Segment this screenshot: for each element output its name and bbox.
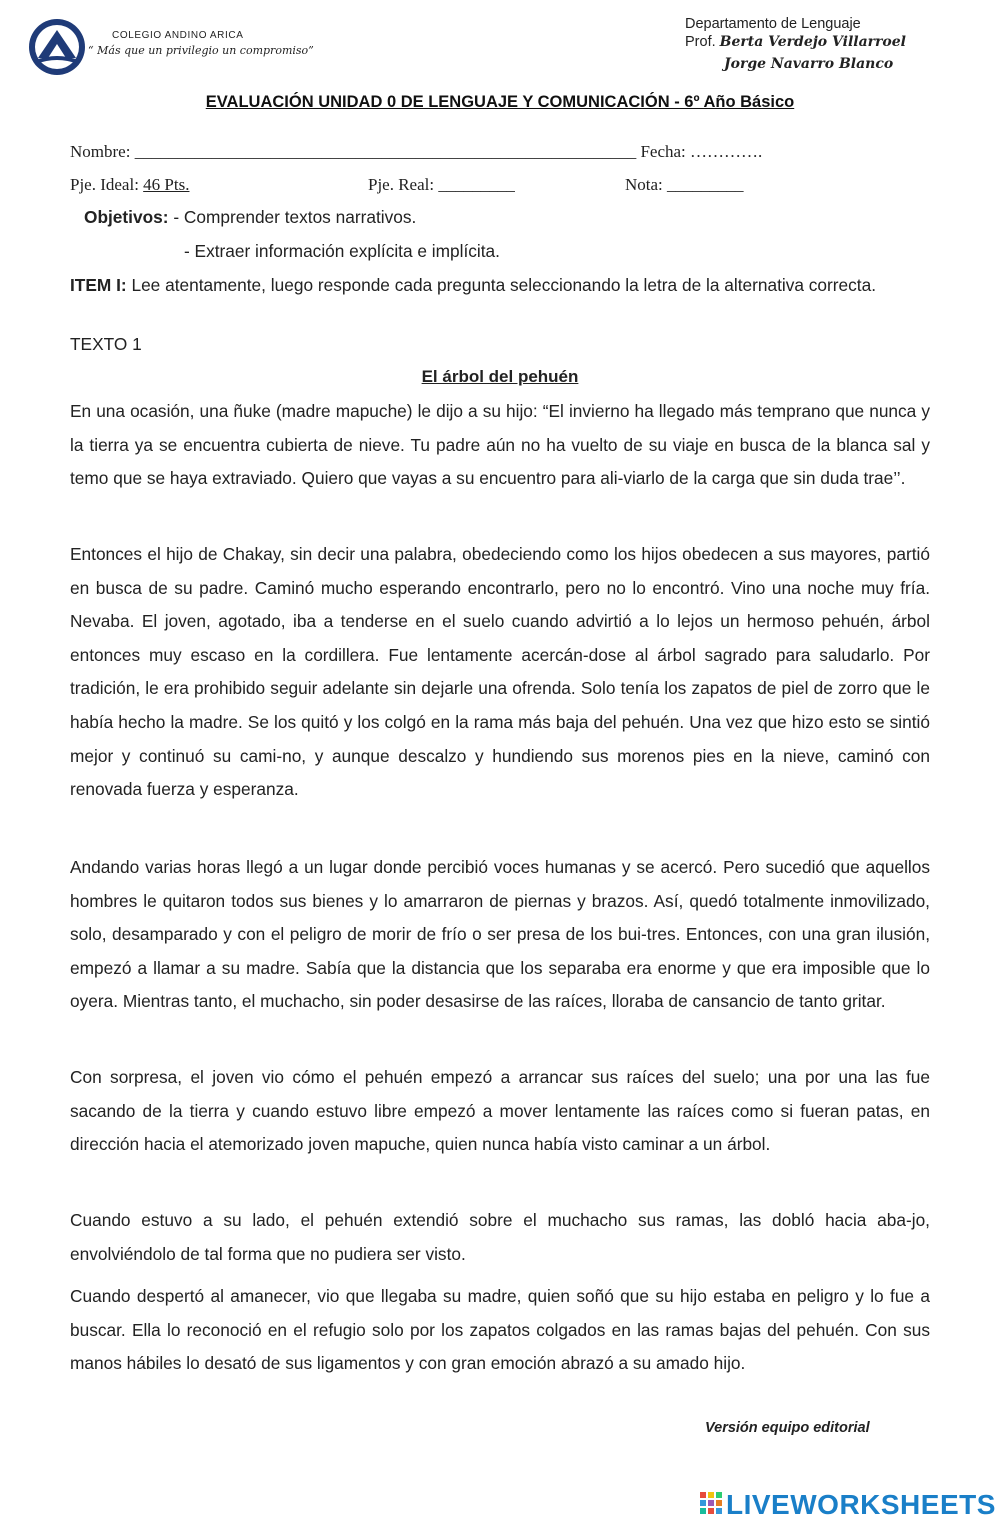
story-paragraph-5: Cuando estuvo a su lado, el pehuén extendió sobre el muchacho sus ramas, las dobló hacia aba-jo, envolviéndolo de tal forma que no pudiera ser visto. — [70, 1210, 930, 1264]
objectives-label: Objetivos: — [84, 207, 169, 227]
ideal-score — [70, 175, 189, 195]
item-instruction — [70, 275, 930, 296]
school-crest-icon — [28, 16, 86, 78]
story-paragraph-3: Andando varias horas llegó a un lugar donde percibió voces humanas y se acercó. Pero sucedió que aquellos hombres le quitaron todos sus bienes y lo amarraron de piernas y brazos. Así, quedó totalmente inmovilizado, solo, desamparado y con el peligro de morir de frío o ser presa de los bui-tres. Entonces, con una gran ilusión, empezó a llamar a su madre. Sabía que la distancia que los separaba era enorme y que era imposible que lo oyera. Mientras tanto, el muchacho, sin poder desasirse de las raíces, lloraba de cansancio de tanto gritar. — [70, 857, 930, 1012]
story-paragraph-2: Entonces el hijo de Chakay, sin decir una palabra, obedeciendo como los hijos obedecen a sus mayores, partió en busca de su padre. Caminó mucho esperando encontrarlo, pero no lo encontró. Vino una noche muy fría. Nevaba. El joven, agotado, iba a tenderse en el suelo cuando advirtió a lo lejos un hermoso pehuén, árbol entonces muy escaso en la cordillera. Fue lentamente acercán-dose al árbol sagrado para saludarlo. Por tradición, le era prohibido seguir adelante sin dejarle una ofrenda. Solo tenía los zapatos de piel de zorro que le había hecho la madre. Se los quitó y los colgó en la rama más baja del pehuén. Una vez que hizo esto se sintió mejor y continuó su cami-no, y aunque descalzo y hundiendo sus morenos pies en la nieve, caminó con renovada fuerza y esperanza. — [70, 544, 930, 800]
text-label: TEXTO 1 — [70, 334, 142, 354]
story-paragraph-1: En una ocasión, una ñuke (madre mapuche) le dijo a su hijo: “El invierno ha llegado más temprano que nunca y la tierra ya se encuentra cubierta de nieve. Tu padre aún no ha vuelto de su viaje en busca de la blanca sal y temo que se haya extraviado. Quiero que vayas a su encuentro para ali-viarlo de la carga que sin duda trae’’. — [70, 401, 930, 489]
school-motto: “ Más que un privilegio un compromiso” — [88, 44, 314, 57]
version-credit: Versión equipo editorial — [705, 1420, 870, 1436]
liveworksheets-wordmark: LIVEWORKSHEETS — [726, 1489, 996, 1520]
teacher-name-1: Berta Verdejo Villarroel — [719, 34, 906, 50]
liveworksheets-brand[interactable] — [700, 1488, 996, 1522]
date-label: Fecha: …………. — [640, 142, 763, 161]
grade-field[interactable]: Nota: _________ — [625, 175, 744, 194]
objectives — [84, 207, 416, 228]
teacher-line — [685, 34, 906, 50]
item-label: ITEM I: — [70, 275, 127, 295]
page-title: EVALUACIÓN UNIDAD 0 DE LENGUAJE Y COMUNICACIÓN - 6º Año Básico — [205, 93, 795, 111]
school-name: COLEGIO ANDINO ARICA — [112, 30, 244, 41]
real-score-field[interactable]: Pje. Real: _________ — [368, 175, 515, 194]
ideal-score-label: Pje. Ideal: — [70, 175, 139, 194]
name-field[interactable] — [70, 142, 762, 162]
item-instruction-text: Lee atentamente, luego responde cada pregunta seleccionando la letra de la alternativa correcta. — [131, 275, 877, 295]
story-paragraph-6: Cuando despertó al amanecer, vio que llegaba su madre, quien soñó que su hijo estaba en peligro y lo fue a buscar. Ella lo reconoció en el refugio solo por los zapatos colgados en las ramas bajas del pehuén. Con sus manos hábiles lo desató de sus ligamentos y con gran emoción abrazó a su amado hijo. — [70, 1286, 930, 1374]
name-label: Nombre: — [70, 142, 131, 161]
story-paragraph-4: Con sorpresa, el joven vio cómo el pehuén empezó a arrancar sus raíces del suelo; una por una las fue sacando de la tierra y cuando estuvo libre empezó a mover lentamente las raíces como si fueran patas, en dirección hacia el atemorizado joven mapuche, quien nunca había visto caminar a un árbol. — [70, 1067, 930, 1155]
objective-2: - Extraer información explícita e implícita. — [184, 241, 500, 261]
objective-1: - Comprender textos narrativos. — [173, 207, 417, 227]
ideal-score-value: 46 Pts. — [143, 175, 190, 194]
teacher-name-2: Jorge Navarro Blanco — [724, 56, 894, 72]
name-blank[interactable]: ___________________________________________________________ — [134, 142, 637, 161]
liveworksheets-logo-icon — [700, 1492, 722, 1518]
prof-prefix: Prof. — [685, 34, 716, 50]
story-title: El árbol del pehuén — [421, 367, 579, 386]
department-label: Departamento de Lenguaje — [685, 16, 861, 32]
